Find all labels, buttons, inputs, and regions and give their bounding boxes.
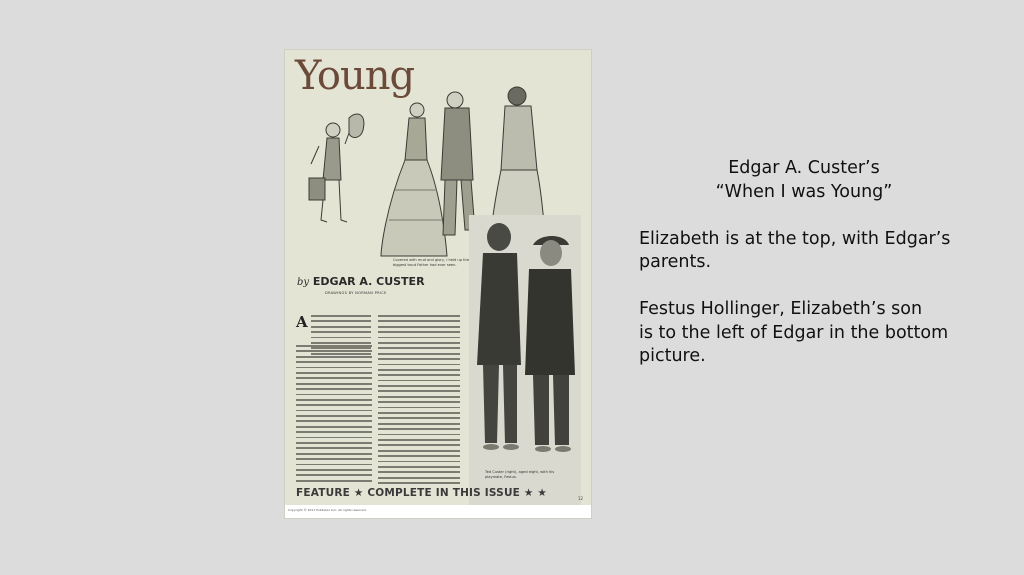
notes-paragraph-1-line-1: Elizabeth is at the top, with Edgar’s: [639, 228, 951, 249]
byline: [297, 275, 425, 288]
notes-paragraph-2-line-3: picture.: [639, 346, 706, 366]
drop-cap: A: [296, 313, 308, 331]
magazine-title: Young: [295, 53, 415, 99]
feature-banner: FEATURE ★ COMPLETE IN THIS ISSUE ★ ★: [296, 487, 547, 499]
drawings-credit: DRAWINGS BY NORMAN PRICE: [325, 291, 387, 295]
magazine-page-image: [285, 50, 591, 518]
notes-paragraph-1-line-2: parents.: [639, 252, 712, 272]
notes-paragraph-2-line-1: Festus Hollinger, Elizabeth’s son: [639, 299, 923, 319]
photo-caption: Ted Custer (right), aged eight, with his playmate, Festus.: [485, 470, 555, 479]
boy-with-fish-drawing: [309, 114, 364, 222]
woman-drawing: [381, 103, 447, 256]
article-text-column-2: [378, 315, 460, 485]
man-drawing: [441, 92, 475, 235]
older-woman-drawing: [491, 87, 545, 236]
notes-paragraph-2-line-2: is to the left of Edgar in the bottom: [639, 322, 949, 343]
notes-title-line-1: Edgar A. Custer’s: [728, 158, 880, 178]
byline-author: EDGAR A. CUSTER: [312, 275, 425, 288]
copyright-text: Copyright © 2017 Publisher LLC. All rights reserved.: [288, 508, 367, 512]
notes-title-line-2: “When I was Young”: [715, 181, 893, 202]
illustration-caption: Covered with mud and glory, I held up the biggest trout Father had ever seen.: [393, 258, 470, 267]
byline-by: by: [297, 277, 310, 288]
boys-photograph: [469, 215, 584, 513]
slide-notes: [639, 157, 1009, 369]
page-number: 12: [578, 496, 584, 501]
